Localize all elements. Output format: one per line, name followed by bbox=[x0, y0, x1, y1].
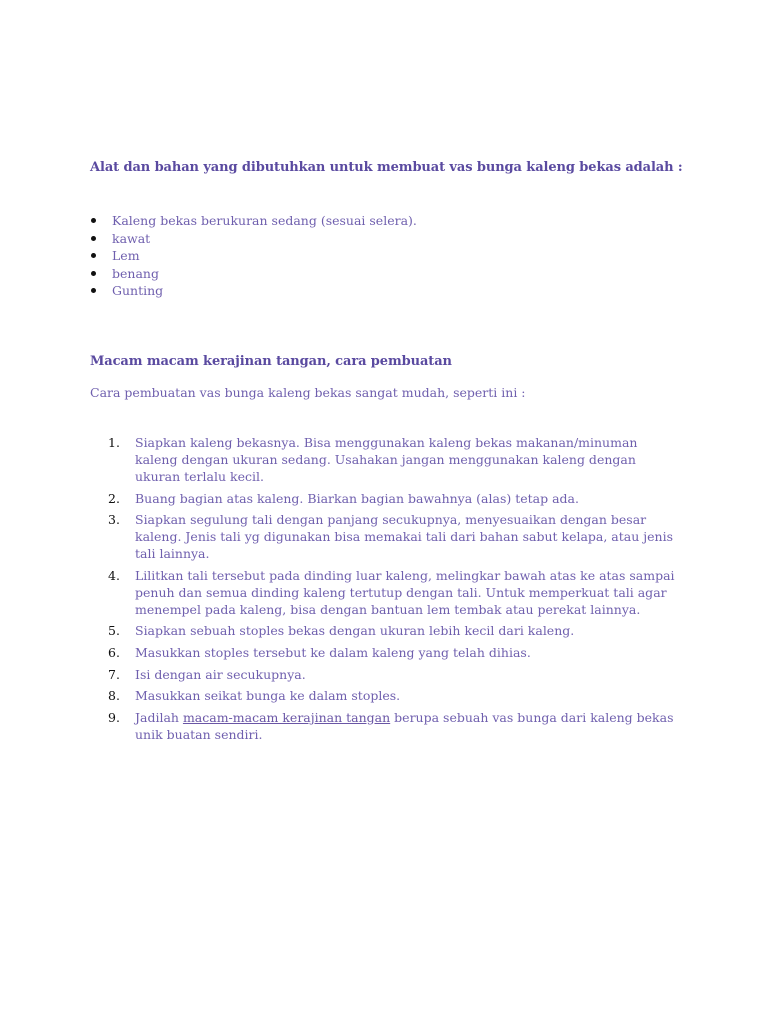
bullet-icon bbox=[91, 271, 96, 276]
step-text: Isi dengan air secukupnya. bbox=[135, 666, 306, 682]
step-item bbox=[108, 644, 678, 661]
step-text-after-link: berupa sebuah vas bunga dari kaleng bekas unik buatan sendiri. bbox=[135, 709, 674, 742]
bullet-icon bbox=[91, 288, 96, 293]
step-number: 2. bbox=[108, 490, 120, 506]
bullet-icon bbox=[91, 236, 96, 241]
step-item bbox=[108, 567, 678, 618]
step-text: Masukkan seikat bunga ke dalam stoples. bbox=[135, 688, 401, 704]
step-item bbox=[108, 511, 678, 562]
step-item bbox=[108, 666, 678, 683]
step-number: 7. bbox=[108, 666, 120, 682]
step-number: 9. bbox=[108, 709, 120, 725]
step-text: Siapkan kaleng bekasnya. Bisa menggunakan kaleng bekas makanan/minuman kaleng dengan ukuran sedang. Usahakan jangan menggunakan kaleng dengan ukuran terlalu kecil. bbox=[135, 435, 638, 484]
step-number: 1. bbox=[108, 435, 120, 450]
step-number: 3. bbox=[108, 512, 120, 528]
list-item bbox=[90, 212, 417, 230]
step-number: 4. bbox=[108, 567, 120, 583]
method-heading: Macam macam kerajinan tangan, cara pembuatan bbox=[90, 354, 452, 369]
step-text-before-link: Jadilah bbox=[135, 709, 183, 725]
step-text: Buang bagian atas kaleng. Biarkan bagian bawahnya (alas) tetap ada. bbox=[135, 490, 579, 506]
list-item bbox=[90, 265, 417, 283]
step-item bbox=[108, 687, 678, 704]
crafts-link[interactable]: macam-macam kerajinan tangan bbox=[182, 709, 391, 725]
list-item-text: Lem bbox=[112, 248, 140, 264]
materials-list bbox=[90, 212, 417, 300]
step-item bbox=[108, 709, 678, 743]
step-text: Siapkan sebuah stoples bekas dengan ukuran lebih kecil dari kaleng. bbox=[135, 623, 575, 639]
bullet-icon bbox=[91, 218, 96, 223]
step-item bbox=[108, 490, 678, 507]
materials-heading: Alat dan bahan yang dibutuhkan untuk membuat vas bunga kaleng bekas adalah : bbox=[90, 160, 683, 175]
step-number: 6. bbox=[108, 644, 120, 660]
step-number: 5. bbox=[108, 623, 120, 639]
bullet-icon bbox=[91, 253, 96, 258]
steps-list bbox=[108, 434, 678, 747]
list-item-text: kawat bbox=[112, 230, 151, 246]
list-item-text: Gunting bbox=[112, 283, 164, 299]
list-item-text: benang bbox=[112, 265, 159, 281]
step-item bbox=[108, 622, 678, 639]
list-item bbox=[90, 282, 417, 300]
list-item-text: Kaleng bekas berukuran sedang (sesuai selera). bbox=[112, 213, 417, 228]
intro-paragraph: Cara pembuatan vas bunga kaleng bekas sangat mudah, seperti ini : bbox=[90, 385, 526, 400]
list-item bbox=[90, 230, 417, 248]
step-item bbox=[108, 434, 678, 485]
step-text: Siapkan segulung tali dengan panjang secukupnya, menyesuaikan dengan besar kaleng. Jenis tali yg digunakan bisa memakai tali dari bahan sabut kelapa, atau jenis tali lainnya. bbox=[135, 512, 674, 562]
list-item bbox=[90, 247, 417, 265]
step-number: 8. bbox=[108, 688, 120, 704]
step-text: Masukkan stoples tersebut ke dalam kaleng yang telah dihias. bbox=[135, 644, 531, 660]
step-text: Lilitkan tali tersebut pada dinding luar kaleng, melingkar bawah atas ke atas sampai penuh dan semua dinding kaleng tertutup dengan tali. Untuk memperkuat tali agar menempel pada kaleng, bisa dengan bantuan lem tembak atau perekat lainnya. bbox=[135, 567, 675, 617]
